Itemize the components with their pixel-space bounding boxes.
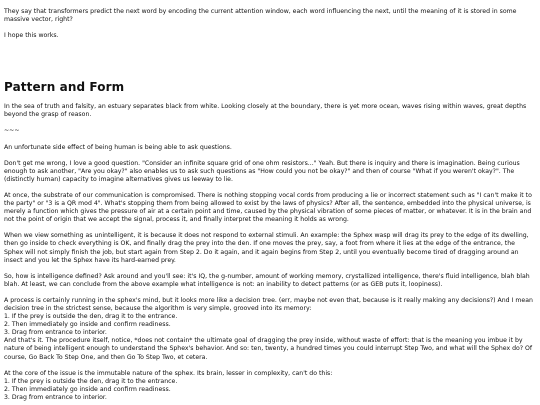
list-item: 2. Then immediately go inside and confirm readiness. <box>4 321 171 329</box>
section-heading: Pattern and Form <box>4 80 125 95</box>
paragraph-substrate: At once, the substrate of our communication is compromised. There is nothing stopping vocal cords from producing a lie or incorrect statement such as "I can't make it to the party" or "3 is a QR mod 4". What's stopping them from being allowed to exist by the laws of physics? After all, the sentence, embedded into the physical universe, is merely a function which gives the pressure of air at a certain point and time, caused by the physical vibration of some pieces of matter, or whatever. It is in the brain and not the point of origin that we accept the signal, process it, and finally interpret the meaning it holds as wrong. <box>4 191 532 224</box>
list-item: 3. Drag from entrance to interior. <box>4 329 107 337</box>
intro-paragraph-1: They say that transformers predict the next word by encoding the current attention window, each word influencing the next, until the meaning of it is stored in some massive vector, right? <box>4 8 517 24</box>
list-item: 2. Then immediately go inside and confirm readiness. <box>4 385 171 393</box>
paragraph-intelligence: So, how is intelligence defined? Ask around and you'll see: it's IQ, the g-number, amount of working memory, crystallized intelligence, there's fluid intelligence, blah blah blah. At least, we can conclude from the above example what intelligence is not: an inability to detect patterns (or as GEB puts it, loopiness). <box>4 272 530 288</box>
list-item: 3. Drag from entrance to interior. <box>4 393 107 401</box>
separator: ~~~ <box>4 127 20 135</box>
list-item: 1. If the prey is outside the den, drag it to the entrance. <box>4 377 178 385</box>
paragraph-procedure: And that's it. The procedure itself, notice, *does not contain* the ultimate goal of dragging the prey inside, without waste of effort: that is the meaning you imbue it by nature of being intelligent enough to understand the Sphex's behavior. And so: ten, twenty, a hundred times you could interrupt Step Two, and what will the Sphex do? Of course, Go Back To Step One, and then Go To Step Two, et cetera. <box>4 337 533 361</box>
intro-paragraph-2: I hope this works. <box>4 32 59 40</box>
paragraph-estuary: In the sea of truth and falsity, an estuary separates black from white. Looking closely at the boundary, there is yet more ocean, waves rising within waves, great depths beyond the grasp of reason. <box>4 103 527 119</box>
paragraph-sphex: When we view something as unintelligent, it is because it does not respond to external stimuli. An example: the Sphex wasp will drag its prey to the edge of its dwelling, then go inside to check everything is OK, and finally drag the prey into the den. If one moves the prey, say, a foot from where it lies at the edge of the entrance, the Sphex will not simply finish the job, but start again from Step 2. Do it again, and it again begins from Step 2, until you eventually become tired of dragging around an insect and you let the Sphex have its hard-earned prey. <box>4 232 529 264</box>
procedure-list-1 <box>4 313 534 337</box>
procedure-list-2 <box>4 378 534 402</box>
paragraph-questions: An unfortunate side effect of being human is being able to ask questions. <box>4 143 232 151</box>
paragraph-question-love: Don't get me wrong, I love a good question. "Consider an infinite square grid of one ohm resistors..." Yeah. But there is inquiry and there is imagination. Being curious enough to ask another, "Are you okay?" also enables us to ask such questions as "How could you not be okay?" and then of course "What if you weren't okay?". The (distinctly human) capacity to imagine alternatives gives us leeway to lie. <box>4 159 520 183</box>
list-item: 1. If the prey is outside the den, drag it to the entrance. <box>4 313 178 321</box>
paragraph-process: A process is certainly running in the sphex's mind, but it looks more like a decision tree. (err, maybe not even that, because is it really making any decisions?) And I mean decision tree in the strictest sense, because the algorithm is very simple, grooved into its memory: <box>4 296 533 312</box>
paragraph-core-issue: At the core of the issue is the immutable nature of the sphex. Its brain, lesser in complexity, can't do this: <box>4 369 333 377</box>
